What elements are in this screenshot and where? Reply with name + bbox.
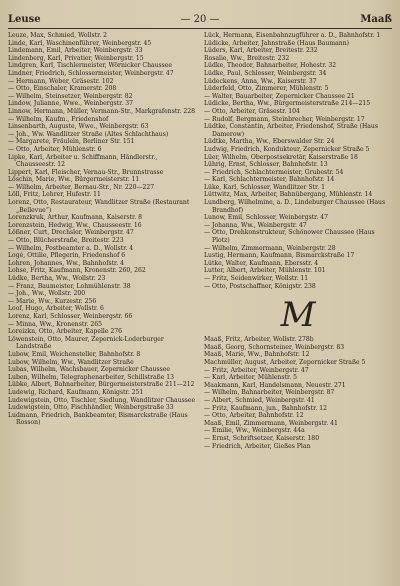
- directory-entry: Lorenz, Karl, Schlosser, Weinbergstr. 66: [8, 312, 133, 320]
- header-right-keyword: Maaß: [360, 14, 392, 25]
- directory-entry: Lubow, Emil, Weichensteller, Bahnhofstr. 8: [8, 350, 141, 358]
- directory-entry: — Karl, Arbeiter, Mühlenstr. 5: [204, 374, 298, 382]
- directory-entry: — Friedrich, Schlachtermeister, Grubestr. 54: [204, 168, 344, 176]
- directory-entry: Lipke, Karl, Arbeiter u. Schiffmann, Händlerstr., Chausseestr. 12: [8, 153, 158, 169]
- directory-entry: — Franz, Baumeister, Lohmühlenstr. 38: [8, 282, 131, 290]
- directory-entry: — Wilhelm, Postbeamter a. D., Wollstr. 4: [8, 244, 134, 252]
- directory-entry: Lüer, Wilhelm, Oberpostsekretär, Kaiserstraße 18: [204, 153, 358, 161]
- directory-entry: Löwenstein, Otto, Maurer, Zepernick-Loderburger Landstraße: [8, 335, 164, 351]
- directory-entry: Linde, Karl, Waschinenführer, Weinbergstr. 45: [8, 39, 152, 47]
- directory-entry: Maaß, Emil, Zimmermann, Weinbergstr. 41: [204, 419, 338, 427]
- directory-entry: — Wilhelm, Zimmermann, Weinbergstr. 28: [204, 244, 336, 252]
- directory-entry: Maaß, Georg, Schornsteiner, Weinbergstr. 83: [204, 343, 345, 351]
- directory-entry: Lüttwitz, Max, Arbeiter, Bahnübergang, Mühlenstr. 14: [204, 191, 373, 199]
- directory-entry: Lüdke, Theodor, Bahnarbeiter, Hohestr. 32: [204, 62, 337, 70]
- directory-entry: — Otto, Arbeiter, Bahnhofstr. 12: [204, 412, 304, 420]
- directory-entry: — Wilhelm, Steinsetzer, Weinbergstr. 82: [8, 92, 133, 100]
- directory-entry: Loof, Hugo, Arbeiter, Wollstr. 6: [8, 305, 104, 313]
- right-column-m-entries: [204, 336, 392, 450]
- directory-entry: Lüdicke, Bertha, Ww., Bürgermeisterstraße 214—215: [204, 100, 371, 108]
- header-rule: [8, 28, 392, 29]
- directory-entry: Lustig, Hermann, Kaufmann, Bismarckstraße 17: [204, 252, 355, 260]
- directory-entry: Lindow, Julianne, Wwe., Weinbergstr. 37: [8, 100, 133, 108]
- directory-entry: Löschin, Marie, Ww., Bürgermeisterstr. 11: [8, 176, 140, 184]
- right-column: [204, 32, 392, 450]
- directory-entry: Ludewigstein, Otto, Tischler, Siedlung, Wandlitzer Chaussee: [8, 396, 196, 404]
- directory-entry: Lührig, Ernst, Schlosser, Bahnhofstr. 13: [204, 161, 328, 169]
- directory-entry: Lößner, Curt, Drechsler, Weinbergstr. 47: [8, 229, 134, 237]
- directory-entry: Rosalie, Ww., Breitestr. 232: [204, 54, 290, 62]
- directory-entry: — Otto, Arbeiter, Gräsestr. 104: [204, 107, 300, 115]
- directory-entry: — Wilhelm, Kaufm., Friedenshof: [8, 115, 109, 123]
- header-left-keyword: Leuse: [8, 14, 41, 25]
- directory-entry: — Fritz, Kaufmann, jun., Bahnhofstr. 12: [204, 404, 327, 412]
- directory-entry: Lindgren, Karl, Tischlermeister, Wörnicker Chaussee: [8, 62, 173, 70]
- directory-entry: Linsenbarth, Auguste, Wwe., Weinbergstr. 63: [8, 123, 149, 131]
- directory-entry: Maaß, Marie, Ww., Bahnhofstr. 12: [204, 351, 310, 359]
- directory-entry: Lüdicke, Arbeiter, Jahnstraße (Haus Baumann): [204, 39, 349, 47]
- directory-entry: Lüdke, Bertha, Ww., Wollstr. 23: [8, 275, 106, 282]
- directory-entry: Lüke, Karl, Schlosser, Wandlitzer Str. 1: [204, 183, 325, 191]
- directory-entry: — Joh., Ww., Wollstr. 200: [8, 290, 86, 298]
- directory-entry: — Minna, Ww., Kronenstr. 265: [8, 320, 103, 328]
- directory-entry: — Otto, Blücherstraße, Breitestr. 223: [8, 237, 124, 245]
- directory-entry: Machmüller, August, Arbeiter, Zepernicker Straße 5: [204, 358, 366, 366]
- directory-entry: Leuze, Max, Schmied, Wollstr. 2: [8, 32, 108, 39]
- directory-entry: — Otto, Postschaffner, Königstr. 238: [204, 282, 316, 290]
- directory-entry: — Emilie, Ww., Weinbergstr. 44a: [204, 427, 305, 435]
- directory-entry: Lüdeckens, Anna, Ww., Kaiserstr. 37: [204, 77, 317, 85]
- directory-entry: Loreizkn, Otto, Arbeiter, Kapelle 276: [8, 328, 123, 336]
- directory-entry: — Albert, Schmied, Weinbergstr. 41: [204, 396, 315, 404]
- page-number: — 20 —: [180, 14, 220, 25]
- directory-entry: — Otto, Einschaler, Kramerstr. 208: [8, 85, 117, 93]
- directory-entry: Lubow, Wilhelm, Ww., Wandlitzer Straße: [8, 358, 134, 366]
- directory-entry: Luben, Wilhelm, Telegraphenarbeiter, Schillstraße 13: [8, 373, 175, 381]
- section-letter: M: [280, 295, 316, 336]
- directory-entry: Lück, Hermann, Eisenbahnzugführer a. D., Bahnhofstr. 1: [204, 32, 381, 39]
- directory-entry: Maakmann, Karl, Handelsmann, Neuestr. 271: [204, 381, 346, 389]
- directory-entry: Lüdke, Paul, Schlosser, Weinbergstr. 34: [204, 69, 327, 77]
- directory-entry: — Wilhelm, Bahnarbeiter, Weinbergstr. 87: [204, 389, 335, 397]
- directory-entry: Lübke, Albert, Bahnarbeiter, Bürgermeisterstraße 211—212: [8, 381, 195, 389]
- directory-entry: — Rudolf, Bergmann, Steinbrecher, Weinbergstr. 17: [204, 115, 365, 123]
- directory-entry: Maaß, Fritz, Arbeiter, Wollstr. 278b: [204, 336, 314, 344]
- directory-entry: Linnow, Hermann, Müller, Vermann-Str., Markgrafenstr. 228: [8, 107, 196, 115]
- directory-entry: Lüders, Karl, Arbeiter, Breitestr. 232: [204, 47, 318, 55]
- directory-entry: — Walter, Bauarbeiter, Zepernicker Chaussee 21: [204, 92, 355, 100]
- directory-entry: Lutter, Albert, Arbeiter, Mühlenstr. 101: [204, 267, 326, 275]
- directory-entry: Lorenzstein, Hedwig, Ww., Chausseestr. 16: [8, 221, 142, 229]
- directory-entry: Ludmann, Friedrich, Bankbeamter, Bismarckstraße (Haus Rosson): [8, 411, 188, 427]
- directory-entry: — Friedrich, Arbeiter, Gießes Plan: [204, 442, 311, 450]
- directory-entry: Lohren, Johannes, Ww., Bahnhofstr. 4: [8, 259, 125, 267]
- directory-entry: — Otto, Arbeiter, Mühlenstr. 6: [8, 145, 102, 153]
- directory-entry: — Ernst, Schriftsetzer, Kaiserstr. 180: [204, 434, 320, 442]
- directory-entry: Lüdtke, Martha, Ww., Eberswalder Str. 24: [204, 138, 335, 146]
- directory-entry: — Hermann, Weber, Gräsestr. 102: [8, 77, 114, 85]
- directory-entry: — Joh., Ww. Wandlitzer Straße (Altes Schlachthaus): [8, 130, 169, 138]
- directory-entry: Ludwig, Friedrich, Kondukteur, Zepernicker Straße 5: [204, 145, 370, 153]
- directory-entry: — Fritz, Arbeiter, Weinbergstr. 47: [204, 366, 309, 374]
- directory-entry: — Johanna, Ww., Weinbergstr. 47: [204, 221, 307, 229]
- directory-entry: Lundberg, Wilhelmine, a. D., Lindeburger Chaussee (Haus Brandhof): [204, 199, 386, 214]
- directory-entry: — Fritz, Seidenwirker, Wollstr. 11: [204, 275, 309, 282]
- directory-entry: Lindemann, Emil, Arbeiter, Weinbergstr. 33: [8, 47, 143, 55]
- directory-entry: Löll, Fritz, Lehrer, Hufestr. 11: [8, 191, 101, 199]
- directory-entry: Lindner, Friedrich, Schlossermeister, Weinbergstr. 47: [8, 69, 174, 77]
- directory-entry: Logé, Ottilie, Pflegerin, Friedenshof 6: [8, 252, 126, 260]
- directory-entry: Lubas, Wilhelm, Wachsbauer, Zepernicker Chaussee: [8, 366, 171, 374]
- directory-entry: Lütke, Walter, Kaufmann, Ebersstr. 4: [204, 259, 319, 267]
- directory-entry: Ludewigstein, Otto, Fischhändler, Weinbergstraße 33: [8, 404, 174, 412]
- directory-entry: Lüdtke, Constantin, Arbeiter, Friedenshof, Straße (Haus Damerow): [204, 123, 378, 138]
- directory-entry: Lorenz, Otto, Restaurateur, Wandlitzer Straße (Restaurant „Bellevue“): [8, 199, 190, 214]
- directory-entry: — Margarete, Fräulein, Berliner Str. 151: [8, 138, 135, 146]
- directory-entry: Lindenberg, Karl, Privatier, Weinbergstr. 15: [8, 54, 144, 62]
- directory-entry: Lüderfeld, Otto, Zimmerer, Mühlenstr. 5: [204, 85, 329, 93]
- directory-entry: — Wilhelm, Arbeiter, Bernau-Str., Nr. 220—227: [8, 183, 155, 191]
- directory-entry: Lippert, Karl, Fleischer, Vernau-Str., Brunnstrasse: [8, 168, 164, 176]
- right-column-l-entries: [204, 32, 392, 290]
- directory-entry: — Karl, Schlachtermeister, Bahnhofstr. 14: [204, 176, 335, 184]
- directory-entry: Lorenzkruk, Arthur, Kaufmann, Kaiserstr. 8: [8, 214, 143, 222]
- page-header: [8, 14, 392, 28]
- directory-entry: Lohse, Fritz, Kaufmann, Kronenstr. 260, 262: [8, 267, 146, 275]
- directory-entry: Lunow, Emil, Schlosser, Weinbergstr. 47: [204, 214, 329, 222]
- directory-entry: — Otto, Drehkonstrukteur, Schönower Chaussee (Haus Plotz): [204, 229, 375, 245]
- directory-entry: Ludewig, Richard, Kaufmann, Königstr. 251: [8, 388, 144, 396]
- left-column: [8, 32, 196, 427]
- directory-entry: — Marie, Ww., Kurzestr. 256: [8, 297, 97, 305]
